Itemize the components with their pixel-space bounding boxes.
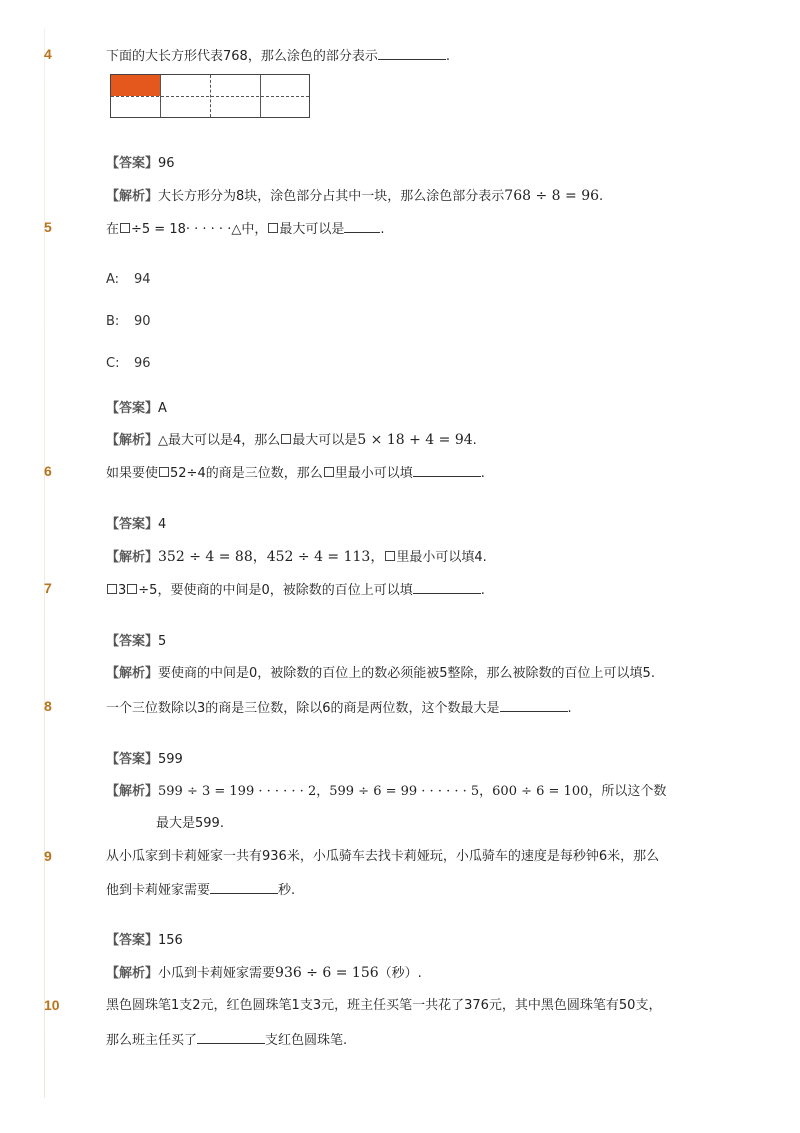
answer-blank <box>413 580 481 594</box>
analysis-text: 所以这个数 <box>601 784 667 799</box>
answer-value: 96 <box>158 156 175 171</box>
analysis-tag: 【解析】 <box>106 966 159 981</box>
q7-end: . <box>480 583 485 598</box>
question-7-text <box>106 580 485 600</box>
question-4-analysis <box>106 187 603 206</box>
question-9-line1: 从小瓜家到卡莉娅家一共有936米，小瓜骑车去找卡莉娅玩，小瓜骑车的速度是每秒钟6米，那么 <box>106 849 660 864</box>
choice-label: B: <box>106 314 120 329</box>
answer-tag: 【答案】 <box>106 156 159 171</box>
question-7-analysis <box>106 665 655 683</box>
answer-tag: 【答案】 <box>106 401 159 416</box>
analysis-math: 936 ÷ 6 = 156 <box>275 965 379 981</box>
square-icon <box>268 223 278 233</box>
question-8-analysis <box>106 783 666 801</box>
question-number-10: 10 <box>44 997 60 1013</box>
question-number-8: 8 <box>44 698 52 714</box>
answer-blank <box>210 880 278 894</box>
analysis-tag: 【解析】 <box>106 550 159 565</box>
answer-blank <box>378 46 446 60</box>
question-6-answer <box>106 516 166 534</box>
choice-c[interactable] <box>106 356 151 371</box>
q5-text-a: 在 <box>106 222 120 237</box>
choice-b[interactable] <box>106 314 151 329</box>
question-number-9: 9 <box>44 848 52 864</box>
question-10-line1: 黑色圆珠笔1支2元，红色圆珠笔1支3元，班主任买笔一共花了376元，其中黑色圆珠笔有50支， <box>106 998 662 1013</box>
question-4-stem: 下面的大长方形代表768，那么涂色的部分表示 <box>106 49 378 64</box>
question-10-line2 <box>106 1030 347 1050</box>
question-8-answer <box>106 751 183 769</box>
q5-text-b: ÷5 = 18· · · · · · <box>131 222 232 237</box>
q8-end: . <box>567 701 572 716</box>
question-5-answer <box>106 400 167 418</box>
analysis-a: △最大可以是4，那么 <box>158 433 281 448</box>
question-number-5: 5 <box>44 219 52 235</box>
choice-a[interactable] <box>106 272 151 287</box>
square-icon <box>385 551 395 561</box>
question-8-text <box>106 698 572 718</box>
answer-tag: 【答案】 <box>106 752 159 767</box>
question-6-text <box>106 463 485 483</box>
analysis-math: 599 ÷ 3 = 199 · · · · · · 2，599 ÷ 6 = 99 · · · · · · 5，600 ÷ 6 = 100， <box>158 784 602 799</box>
answer-value: A <box>158 401 167 416</box>
answer-value: 4 <box>158 517 167 532</box>
answer-tag: 【答案】 <box>106 634 159 649</box>
question-7-answer <box>106 633 166 651</box>
square-icon <box>324 467 334 477</box>
column-divider <box>260 75 261 117</box>
analysis-end: . <box>599 189 604 204</box>
q10-text-line2: 那么班主任买了 <box>106 1033 198 1048</box>
choice-value: 90 <box>134 314 151 329</box>
question-5-text <box>106 219 385 239</box>
question-4-text <box>106 46 450 66</box>
q6-text-c: 里最小可以填 <box>334 466 413 481</box>
choice-value: 94 <box>134 272 151 287</box>
q7-text-b: ÷5，要使商的中间是0，被除数的百位上可以填 <box>138 583 413 598</box>
analysis-tag: 【解析】 <box>106 784 159 799</box>
answer-blank <box>197 1030 265 1044</box>
q5-text-c: △中， <box>231 222 268 237</box>
square-icon <box>281 434 291 444</box>
analysis-text: 小瓜到卡莉娅家需要 <box>158 966 276 981</box>
analysis-text: 要使商的中间是0，被除数的百位上的数必须能被5整除，那么被除数的百位上可以填5. <box>158 666 655 681</box>
q6-end: . <box>480 466 485 481</box>
square-icon <box>107 584 117 594</box>
q5-text-d: 最大可以是 <box>279 222 345 237</box>
analysis-b: 最大可以是 <box>292 433 358 448</box>
square-icon <box>159 467 169 477</box>
question-number-7: 7 <box>44 580 52 596</box>
question-number-4: 4 <box>44 46 52 62</box>
analysis-tag: 【解析】 <box>106 433 159 448</box>
answer-value: 5 <box>158 634 167 649</box>
analysis-end: （秒）. <box>378 966 422 981</box>
question-9-analysis <box>106 964 422 983</box>
q10-end: 支红色圆珠笔. <box>265 1033 348 1048</box>
question-8-analysis-line2: 最大是599. <box>156 816 224 831</box>
analysis-math: 768 ÷ 8 = 96 <box>504 188 600 204</box>
question-6-analysis <box>106 548 487 567</box>
rectangle-diagram <box>110 74 310 118</box>
square-icon <box>120 223 130 233</box>
q5-end: . <box>380 222 385 237</box>
question-9-answer <box>106 932 183 950</box>
answer-value: 156 <box>158 933 183 948</box>
question-9-line2 <box>106 880 295 900</box>
q7-text-a: 3 <box>118 583 127 598</box>
q6-text-a: 如果要使 <box>106 466 159 481</box>
analysis-math: 5 × 18 + 4 = 94 <box>357 432 473 448</box>
question-number-6: 6 <box>44 463 52 479</box>
shaded-cell <box>111 75 161 96</box>
answer-tag: 【答案】 <box>106 517 159 532</box>
q9-text-line2: 他到卡莉娅家需要 <box>106 883 211 898</box>
column-divider <box>160 75 161 117</box>
margin-line <box>44 28 45 1098</box>
analysis-tag: 【解析】 <box>106 189 159 204</box>
answer-blank <box>500 698 568 712</box>
q8-text: 一个三位数除以3的商是三位数，除以6的商是两位数，这个数最大是 <box>106 701 500 716</box>
analysis-math: 352 ÷ 4 = 88，452 ÷ 4 = 113， <box>158 549 385 565</box>
answer-blank <box>344 219 380 233</box>
q6-text-b: 52÷4的商是三位数，那么 <box>170 466 323 481</box>
answer-tag: 【答案】 <box>106 933 159 948</box>
choice-label: C: <box>106 356 120 371</box>
choice-label: A: <box>106 272 120 287</box>
analysis-text: 大长方形分为8块，涂色部分占其中一块，那么涂色部分表示 <box>158 189 505 204</box>
answer-value: 599 <box>158 752 183 767</box>
analysis-text: 里最小可以填4. <box>396 550 487 565</box>
analysis-tag: 【解析】 <box>106 666 159 681</box>
column-divider-dashed <box>210 75 211 117</box>
analysis-end: . <box>472 433 477 448</box>
choice-value: 96 <box>134 356 151 371</box>
q9-end: 秒. <box>278 883 296 898</box>
question-4-end: . <box>445 49 450 64</box>
question-4-answer <box>106 155 175 173</box>
question-5-analysis <box>106 431 477 450</box>
square-icon <box>127 584 137 594</box>
answer-blank <box>413 463 481 477</box>
